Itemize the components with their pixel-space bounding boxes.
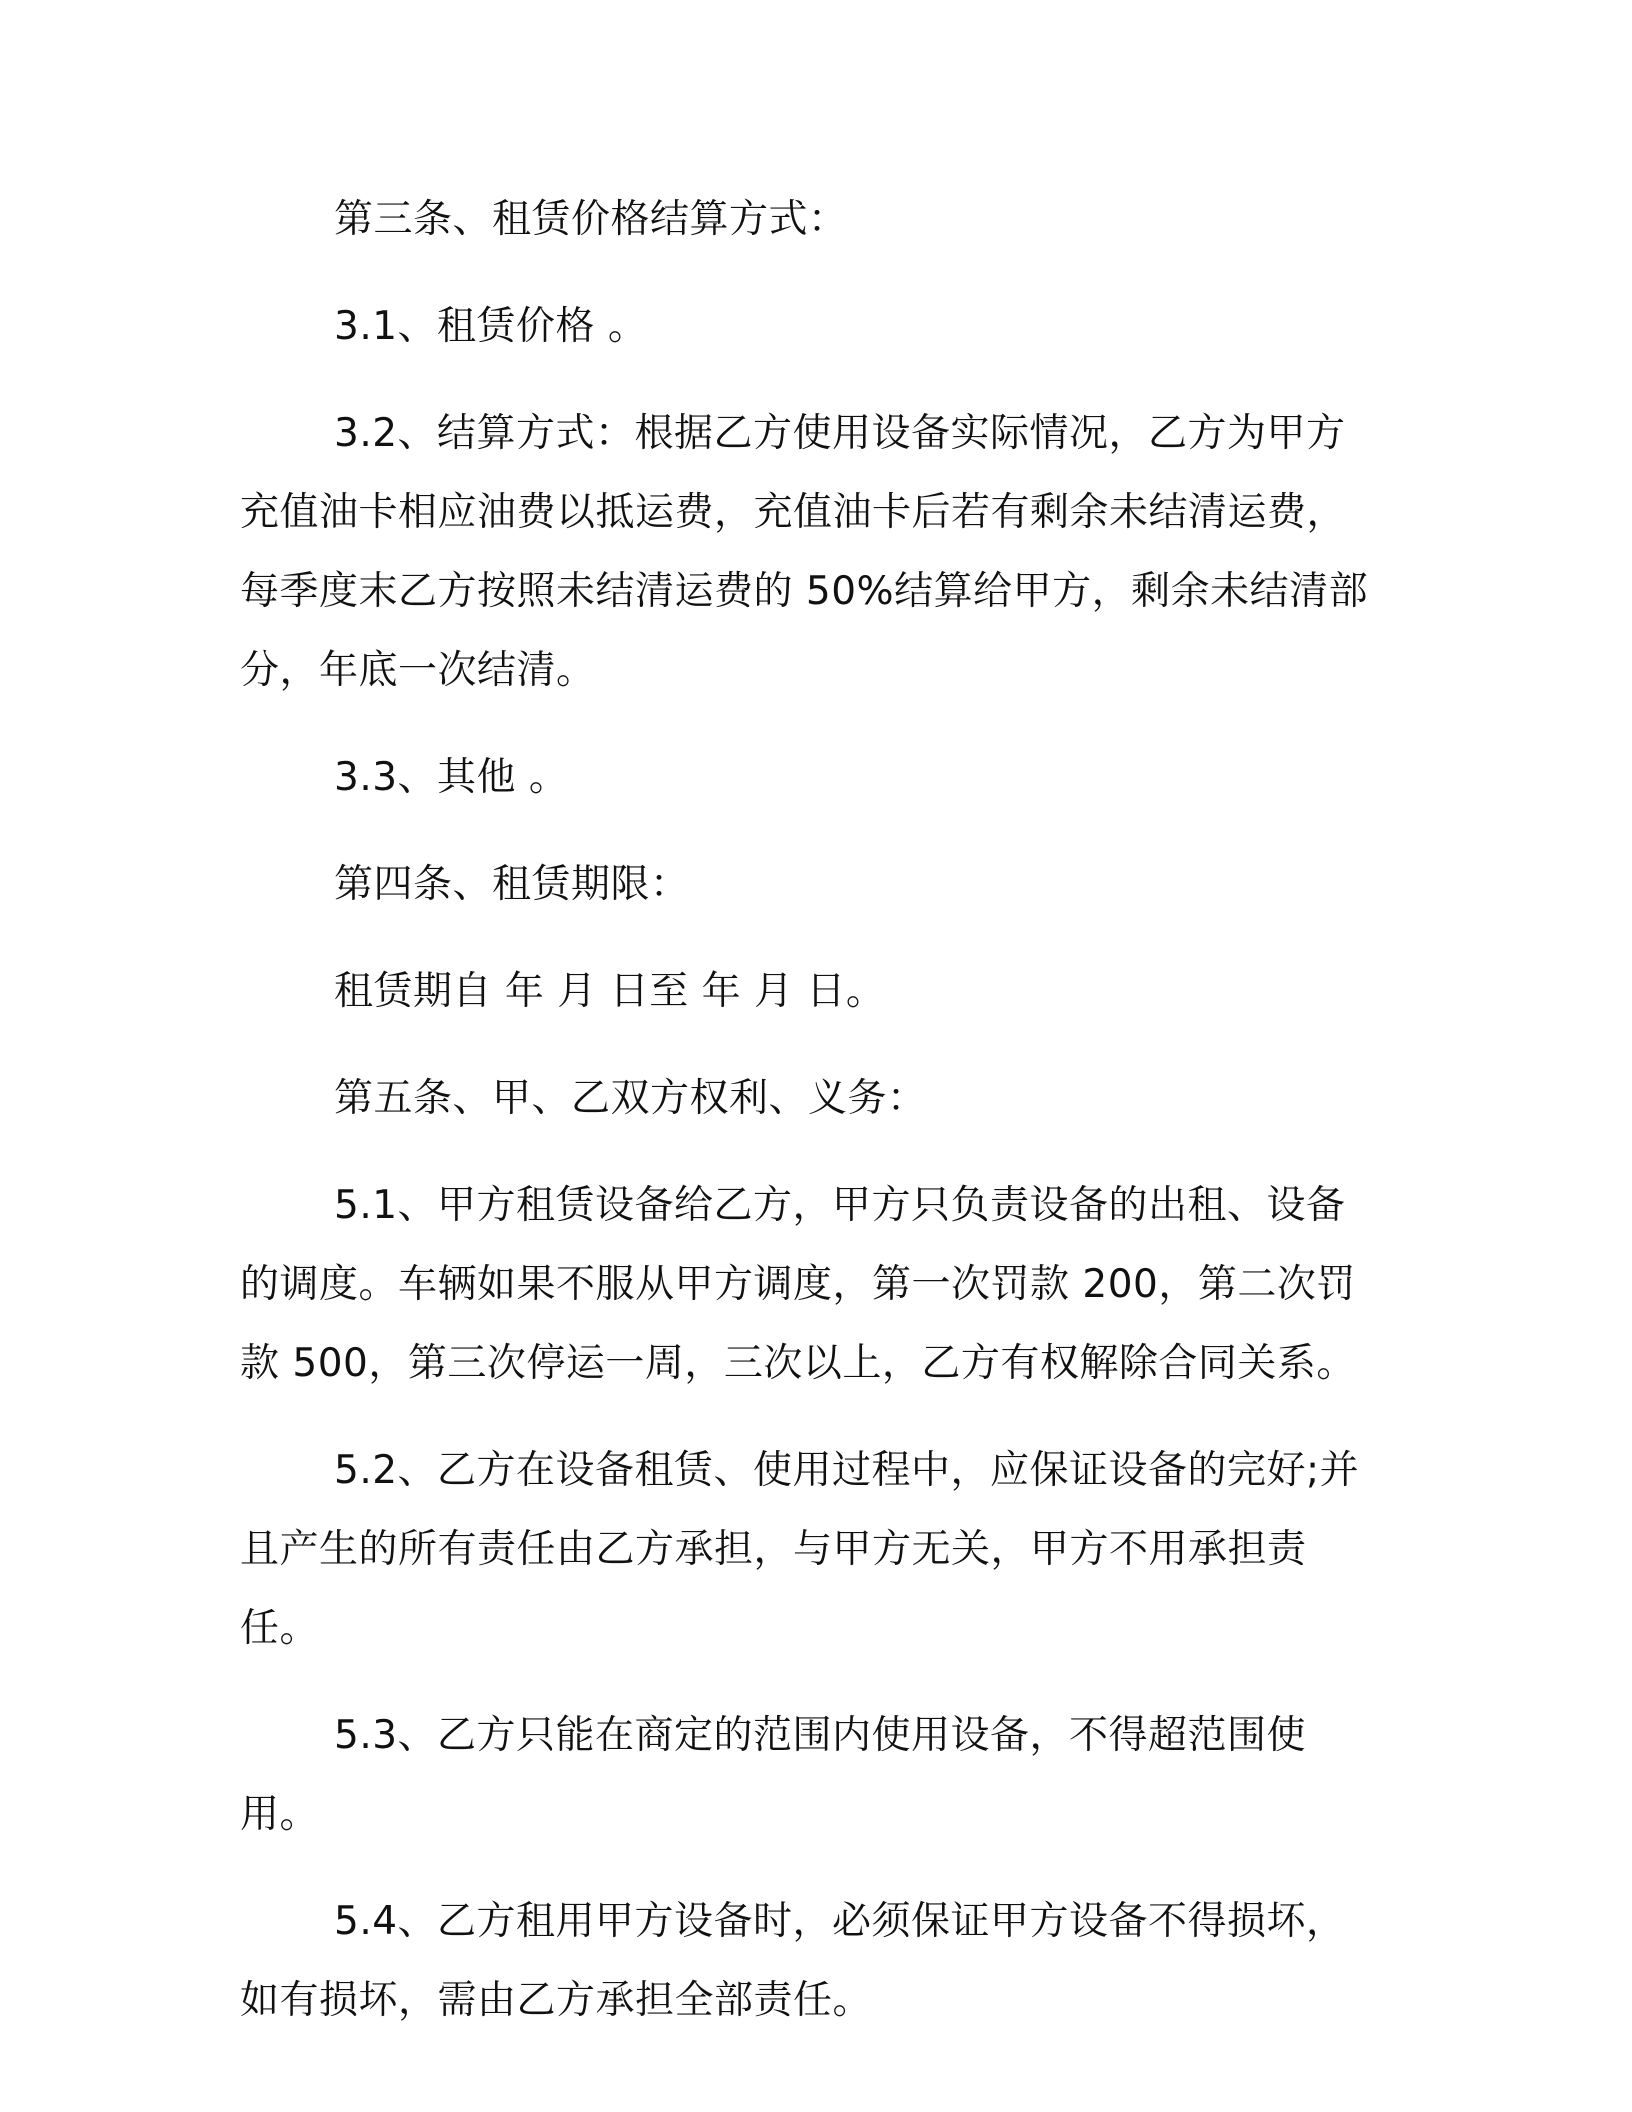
clause-3-3: 3.3、其他 。 [334,755,569,800]
clause-3-1: 3.1、租赁价格 。 [334,304,648,349]
clause-5-3: 5.3、乙方只能在商定的范围内使用设备，不得超范围使用。 [240,1713,1307,1837]
article-4-heading: 第四条、租赁期限： [334,862,690,907]
clause-5-4: 5.4、乙方租用甲方设备时，必须保证甲方设备不得损坏，如有损坏，需由乙方承担全部责任。 [240,1899,1346,2023]
article-5-heading: 第五条、甲、乙双方权利、义务： [334,1076,927,1121]
lease-term-text: 租赁期自 年 月 日至 年 月 日。 [334,969,886,1014]
clause-3-2: 3.2、结算方式：根据乙方使用设备实际情况，乙方为甲方充值油卡相应油费以抵运费，充值油卡后若有剩余未结清运费，每季度末乙方按照未结清运费的 50%结算给甲方，剩余未结清部分，年底一次结清。 [240,411,1369,693]
document-body [240,180,1370,2068]
clause-5-2: 5.2、乙方在设备租赁、使用过程中，应保证设备的完好;并且产生的所有责任由乙方承担，与甲方无关，甲方不用承担责任。 [240,1448,1360,1651]
article-3-heading: 第三条、租赁价格结算方式： [334,197,848,242]
clause-5-1: 5.1、甲方租赁设备给乙方，甲方只负责设备的出租、设备的调度。车辆如果不服从甲方调度，第一次罚款 200，第二次罚款 500，第三次停运一周，三次以上，乙方有权解除合同关系。 [240,1183,1356,1386]
